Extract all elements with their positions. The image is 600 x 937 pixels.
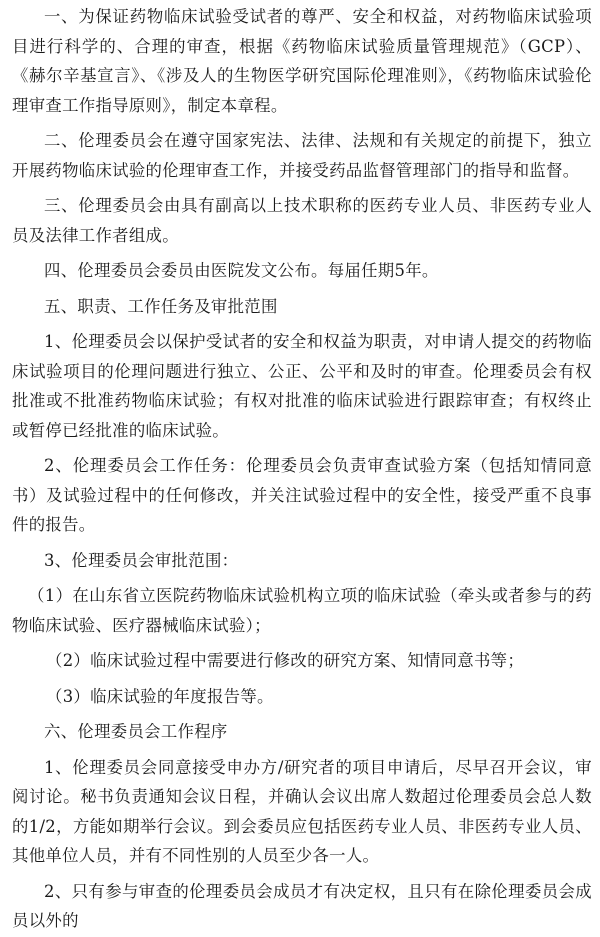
paragraph-procedure-1: 1、伦理委员会同意接受申办方/研究者的项目申请后，尽早召开会议，审阅讨论。秘书负责通知会议日程，并确认会议出席人数超过伦理委员会总人数的1/2，方能如期举行会议。到会委员应包括医药专业人员、非医药专业人员、其他单位人员，并有不同性别的人员至少各一人。	[12, 757, 592, 865]
paragraph-scope-item-3: （3）临床试验的年度报告等。	[46, 686, 274, 706]
paragraph-procedure-2: 2、只有参与审查的伦理委员会成员才有决定权，且只有在除伦理委员会成员以外的	[12, 881, 592, 930]
paragraph-scope-item-2: （2）临床试验过程中需要进行修改的研究方案、知情同意书等；	[46, 651, 525, 670]
paragraph-3-composition: 三、伦理委员会由具有副高以上技术职称的医药专业人员、非医药专业人员及法律工作者组成。	[12, 196, 592, 245]
paragraph-duty-2: 2、伦理委员会工作任务：伦理委员会负责审查试验方案（包括知情同意书）及试验过程中的任何修改，并关注试验过程中的安全性，接受严重不良事件的报告。	[12, 456, 592, 534]
section-heading-duties: 五、职责、工作任务及审批范围	[44, 296, 278, 316]
paragraph-1-purpose: 一、为保证药物临床试验受试者的尊严、安全和权益，对药物临床试验项目进行科学的、合理的审查，根据《药物临床试验质量管理规范》（GCP）、《赫尔辛基宣言》、《涉及人的生物医学研究国际伦理准则》，《药物临床试验伦理审查工作指导原则》，制定本章程。	[12, 7, 592, 115]
paragraph-scope-item-1: （1）在山东省立医院药物临床试验机构立项的临床试验（牵头或者参与的药物临床试验、医疗器械临床试验）；	[12, 586, 592, 635]
paragraph-duty-1: 1、伦理委员会以保护受试者的安全和权益为职责，对申请人提交的药物临床试验项目的伦理问题进行独立、公正、公平和及时的审查。伦理委员会有权批准或不批准药物临床试验；有权对批准的临床试验进行跟踪审查；有权终止或暂停已经批准的临床试验。	[12, 332, 592, 440]
paragraph-4-term: 四、伦理委员会委员由医院发文公布。每届任期5年。	[44, 261, 439, 280]
paragraph-2-independence: 二、伦理委员会在遵守国家宪法、法律、法规和有关规定的前提下，独立开展药物临床试验的伦理审查工作，并接受药品监督管理部门的指导和监督。	[12, 131, 592, 180]
section-heading-procedure: 六、伦理委员会工作程序	[44, 722, 228, 741]
paragraph-scope-heading: 3、伦理委员会审批范围：	[44, 550, 239, 570]
